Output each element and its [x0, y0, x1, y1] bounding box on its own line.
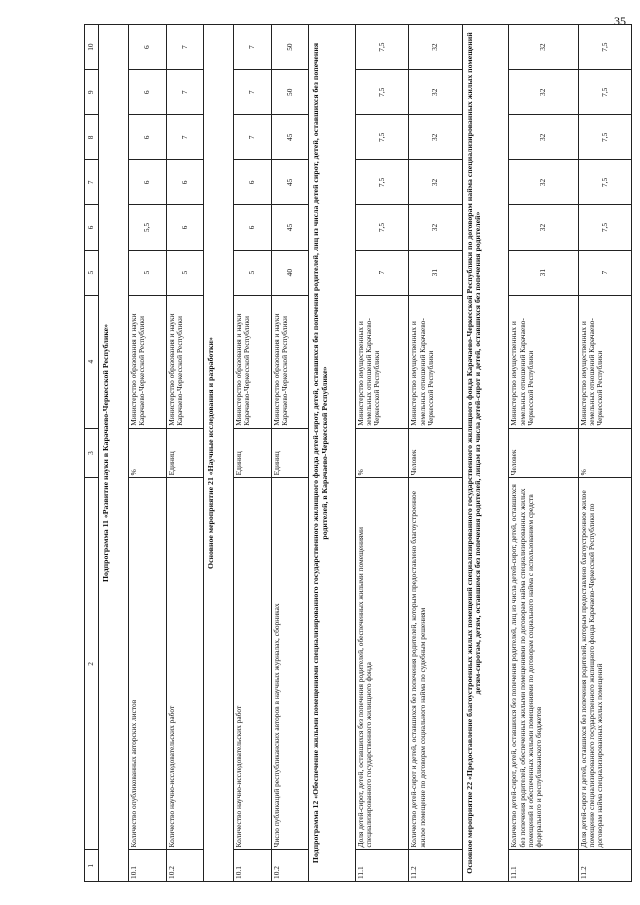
value-v6: 7,5 [578, 205, 631, 250]
section-title: Основное мероприятие 21 «Научные исследования и разработки» [204, 25, 234, 882]
column-number-row [85, 25, 99, 882]
value-v7: 7,5 [578, 160, 631, 205]
indicator-name: Доля детей-сирот, детей, оставшихся без попечения родителей, обеспеченных жилыми помещениями специализированного государственного жилищного фонда [355, 478, 408, 850]
value-v10: 32 [409, 25, 462, 70]
row-number: 10.2 [166, 850, 203, 882]
value-v5: 40 [271, 250, 308, 295]
value-v10: 7,5 [355, 25, 408, 70]
indicator-name: Количество детей-сирот, детей, оставшихся без попечения родителей, лиц из числа детей-сирот, детей, оставшихся без попечения родителей, обеспеченных жилыми помещениями по договорам найма специализированных жилых помещений и обеспеченных жилыми помещениями по договорам социального найма с использованием средств федерального и республиканского бюджетов [509, 478, 578, 850]
value-v5: 5 [129, 250, 166, 295]
value-v8: 45 [271, 115, 308, 160]
value-v8: 7,5 [578, 115, 631, 160]
column-number-5: 5 [85, 250, 99, 295]
section-title-row [309, 25, 356, 882]
value-v5: 5 [166, 250, 203, 295]
value-v7: 7,5 [355, 160, 408, 205]
indicator-name: Количество научно-исследовательских работ [166, 478, 203, 850]
executor: Министерство имущественных и земельных отношений Карачаево-Черкесской Республики [509, 295, 578, 428]
unit: Единиц [166, 428, 203, 478]
value-v10: 7 [166, 25, 203, 70]
executor: Министерство образования и науки Карачаево-Черкесской Республики [271, 295, 308, 428]
value-v9: 7,5 [355, 70, 408, 115]
row-number: 10.1 [234, 850, 271, 882]
value-v7: 45 [271, 160, 308, 205]
value-v6: 5,5 [129, 205, 166, 250]
row-number: 11.2 [409, 850, 462, 882]
value-v9: 32 [409, 70, 462, 115]
value-v5: 7 [578, 250, 631, 295]
column-number-1: 1 [85, 850, 99, 882]
unit: Человек [509, 428, 578, 478]
value-v5: 5 [234, 250, 271, 295]
unit: % [355, 428, 408, 478]
value-v10: 7,5 [578, 25, 631, 70]
value-v8: 7 [166, 115, 203, 160]
column-number-10: 10 [85, 25, 99, 70]
value-v6: 32 [409, 205, 462, 250]
row-number: 11.2 [578, 850, 631, 882]
value-v6: 7,5 [355, 205, 408, 250]
indicator-name: Количество детей-сирот и детей, оставшихся без попечения родителей, которым предоставлено благоустроенное жилое помещение по договорам социального найма по судебным решениям [409, 478, 462, 850]
unit: % [129, 428, 166, 478]
value-v7: 6 [129, 160, 166, 205]
value-v9: 7 [234, 70, 271, 115]
value-v9: 50 [271, 70, 308, 115]
value-v10: 6 [129, 25, 166, 70]
row-number: 11.1 [355, 850, 408, 882]
table-row [509, 25, 578, 882]
value-v8: 6 [129, 115, 166, 160]
section-title: Основное мероприятие 22 «Предоставление благоустроенных жилых помещений специализированного государственного жилищного фонда Карачаево-Черкесской Республики по договорам найма специализированных жилых помещений детям-сиротам, детям, оставшимся без попечения родителей, лицам из числа детей-сирот и детей, оставшихся без попечения родителей» [462, 25, 509, 882]
value-v6: 45 [271, 205, 308, 250]
unit: Единиц [234, 428, 271, 478]
section-title: Подпрограмма 11 «Развитие науки в Карачаево-Черкесской Республике» [99, 25, 129, 882]
value-v10: 50 [271, 25, 308, 70]
value-v10: 32 [509, 25, 578, 70]
value-v6: 6 [166, 205, 203, 250]
column-number-9: 9 [85, 70, 99, 115]
value-v5: 31 [509, 250, 578, 295]
section-title-row [99, 25, 129, 882]
indicator-name: Число публикаций республиканских авторов в научных журналах, сборниках [271, 478, 308, 850]
indicator-name: Доля детей-сирот и детей, оставшихся без попечения родителей, которым предоставлено благоустроенное жилое помещение специализированного государственного жилищного фонда Карачаево-Черкесской Республики по договорам найма специализированных жилых помещений [578, 478, 631, 850]
value-v7: 6 [166, 160, 203, 205]
value-v5: 7 [355, 250, 408, 295]
indicator-name: Количество опубликованных авторских листов [129, 478, 166, 850]
value-v7: 32 [409, 160, 462, 205]
column-number-8: 8 [85, 115, 99, 160]
executor: Министерство имущественных и земельных отношений Карачаево-Черкесской Республики [409, 295, 462, 428]
table-row [409, 25, 462, 882]
section-title-row [462, 25, 509, 882]
unit: % [578, 428, 631, 478]
value-v7: 6 [234, 160, 271, 205]
column-number-4: 4 [85, 295, 99, 428]
table-row [166, 25, 203, 882]
column-number-6: 6 [85, 205, 99, 250]
unit: Единиц [271, 428, 308, 478]
table-row [578, 25, 631, 882]
column-number-2: 2 [85, 478, 99, 850]
executor: Министерство имущественных и земельных отношений Карачаево-Черкесской Республики [578, 295, 631, 428]
table-row [271, 25, 308, 882]
value-v7: 32 [509, 160, 578, 205]
indicators-table [84, 24, 632, 882]
row-number: 11.1 [509, 850, 578, 882]
indicator-name: Количество научно-исследовательских работ [234, 478, 271, 850]
executor: Министерство имущественных и земельных отношений Карачаево-Черкесской Республики [355, 295, 408, 428]
page-number: 35 [614, 14, 626, 28]
value-v9: 32 [509, 70, 578, 115]
section-title-row [204, 25, 234, 882]
executor: Министерство образования и науки Карачаево-Черкесской Республики [129, 295, 166, 428]
table-row [234, 25, 271, 882]
value-v10: 7 [234, 25, 271, 70]
executor: Министерство образования и науки Карачаево-Черкесской Республики [166, 295, 203, 428]
unit: Человек [409, 428, 462, 478]
column-number-7: 7 [85, 160, 99, 205]
value-v9: 7,5 [578, 70, 631, 115]
executor: Министерство образования и науки Карачаево-Черкесской Республики [234, 295, 271, 428]
value-v8: 7 [234, 115, 271, 160]
value-v6: 6 [234, 205, 271, 250]
section-title: Подпрограмма 12 «Обеспечение жилыми помещениями специализированного государственного жилищного фонда детей-сирот, детей, оставшихся без попечения родителей, лиц из числа детей сирот, детей, оставшихся без попечения родителей, в Карачаево-Черкесской Республике» [309, 25, 356, 882]
table-row [355, 25, 408, 882]
value-v6: 32 [509, 205, 578, 250]
value-v8: 7,5 [355, 115, 408, 160]
value-v5: 31 [409, 250, 462, 295]
value-v9: 7 [166, 70, 203, 115]
value-v8: 32 [509, 115, 578, 160]
row-number: 10.2 [271, 850, 308, 882]
value-v8: 32 [409, 115, 462, 160]
column-number-3: 3 [85, 428, 99, 478]
table-row [129, 25, 166, 882]
value-v9: 6 [129, 70, 166, 115]
row-number: 10.1 [129, 850, 166, 882]
